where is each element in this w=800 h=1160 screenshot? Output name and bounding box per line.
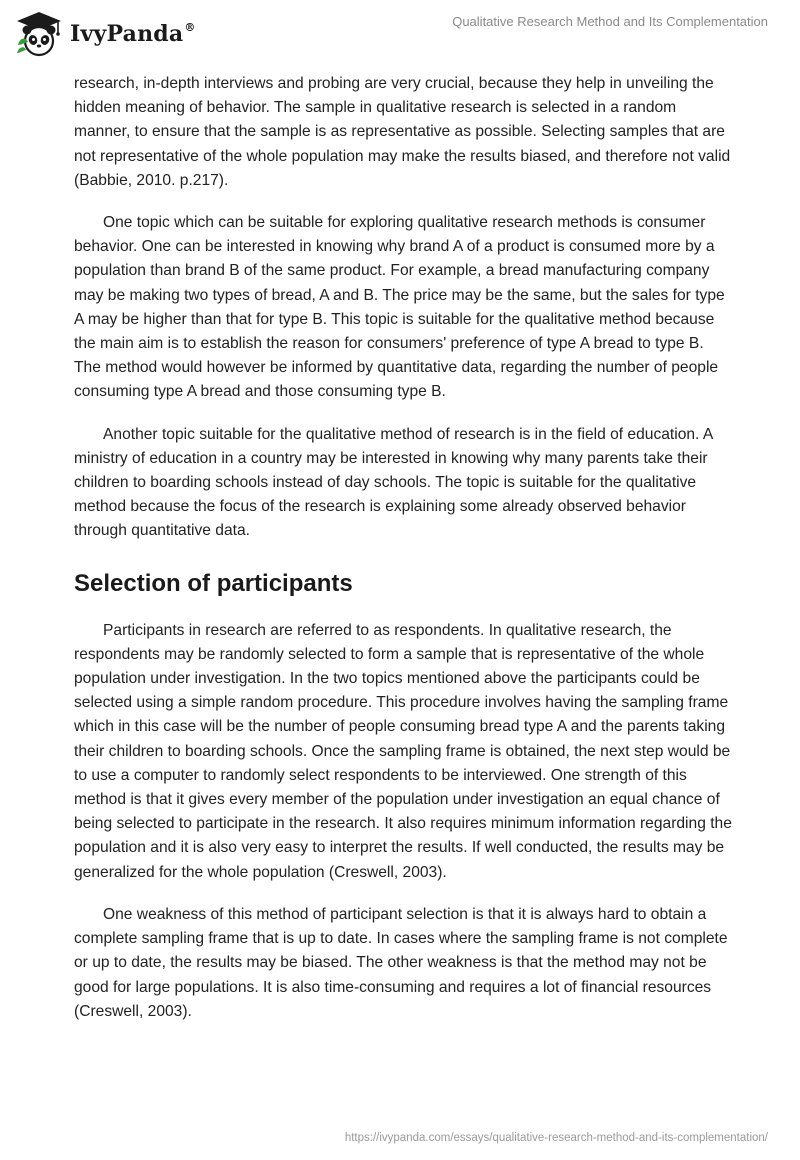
registered-mark: ® bbox=[184, 21, 196, 34]
panda-graduate-icon bbox=[14, 9, 64, 59]
page-header bbox=[0, 0, 800, 70]
paragraph: One topic which can be suitable for exploring qualitative research methods is consumer behavior. One can be interested in knowing why brand A of a product is consumed more by a population than brand B of the same product. For example, a bread manufacturing company may be making two types of bread, A and B. The price may be the same, but the sales for type A may be higher than that for type B. This topic is suitable for the qualitative method because the main aim is to establish the reason for consumers' preference of type A bread to type B. The method would however be informed by quantitative data, regarding the number of people consuming type A bread and those consuming type B. bbox=[74, 214, 725, 401]
paragraph: Another topic suitable for the qualitative method of research is in the field of education. A ministry of education in a country may be interested in knowing why many parents take their children to boarding schools instead of day schools. The topic is suitable for the qualitative method because the focus of the research is explaining some already observed behavior through quantitative data. bbox=[74, 425, 713, 540]
section-heading: Selection of participants bbox=[74, 569, 353, 597]
paragraph: research, in-depth interviews and probing are very crucial, because they help in unveiling the hidden meaning of behavior. The sample in qualitative research is selected in a random manner, to ensure that the sample is as representative as possible. Selecting samples that are not representative of the whole population may make the results biased, and therefore not valid (Babbie, 2010. p.217). bbox=[74, 75, 731, 189]
essay-body bbox=[74, 72, 734, 1024]
paragraph: One weakness of this method of participant selection is that it is always hard to obtain a complete sampling frame that is up to date. In cases where the sampling frame is not complete or up to date, the results may be biased. The other weakness is that the method may not be good for large populations. It is also time-consuming and requires a lot of financial resources (Creswell, 2003). bbox=[74, 905, 728, 1020]
document-title: Qualitative Research Method and Its Complementation bbox=[452, 14, 768, 29]
paragraph: Participants in research are referred to as respondents. In qualitative research, the respondents may be randomly selected to form a sample that is representative of the whole population under investigation. In the two topics mentioned above the participants could be selected using a simple random procedure. This procedure involves having the sampling frame which in this case will be the number of people consuming bread type A and the parents taking their children to boarding schools. Once the sampling frame is obtained, the next step would be to use a computer to randomly select respondents to be interviewed. One strength of this method is that it gives every member of the population under investigation an equal chance of being selected to participate in the research. It also requires minimum information regarding the population and it is also very easy to interpret the results. If well conducted, the results may be generalized for the whole population (Creswell, 2003). bbox=[74, 621, 732, 881]
brand-label: IvyPanda bbox=[70, 21, 184, 47]
source-url[interactable]: https://ivypanda.com/essays/qualitative-research-method-and-its-complementation/ bbox=[344, 1132, 768, 1144]
brand-name bbox=[70, 21, 196, 47]
ivypanda-logo[interactable] bbox=[14, 8, 196, 60]
